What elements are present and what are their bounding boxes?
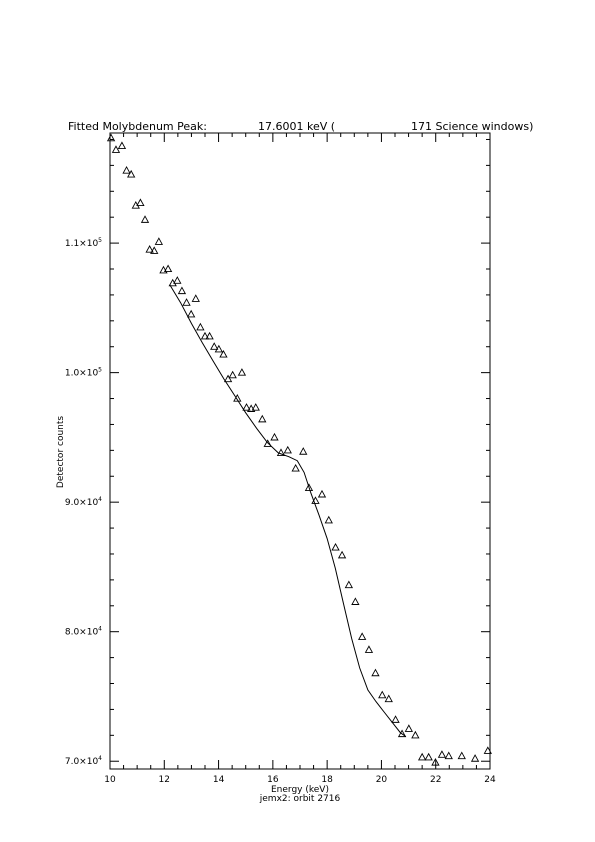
data-point-triangle — [271, 434, 278, 440]
data-point-triangle — [206, 333, 213, 339]
data-point-triangle — [183, 299, 190, 305]
data-point-triangle — [379, 692, 386, 698]
data-point-triangle — [366, 646, 373, 652]
data-point-triangle — [405, 725, 412, 731]
data-point-triangle — [472, 755, 479, 761]
fit-curve-group — [170, 285, 406, 737]
y-tick-label: $7.0\times 10^4$ — [64, 755, 102, 768]
fit-curve — [170, 285, 406, 737]
data-point-triangle — [300, 448, 307, 454]
data-point-triangle — [259, 416, 266, 422]
data-point-triangle — [165, 265, 172, 271]
data-point-triangle — [123, 167, 130, 173]
data-points-group — [108, 135, 492, 766]
data-point-triangle — [359, 633, 366, 639]
data-point-triangle — [372, 670, 379, 676]
data-point-triangle — [174, 277, 181, 283]
chart-title-energy: 17.6001 keV ( — [258, 120, 336, 133]
x-tick-label: 24 — [484, 775, 496, 785]
data-point-triangle — [113, 146, 120, 152]
plot-frame — [110, 133, 490, 769]
data-point-triangle — [412, 732, 419, 738]
data-point-triangle — [392, 716, 399, 722]
data-point-triangle — [211, 343, 218, 349]
y-tick-label: $1.1\times 10^5$ — [64, 237, 102, 250]
chart-subcaption: jemx2: orbit 2716 — [259, 794, 341, 804]
axis-ticks — [65, 133, 496, 785]
data-point-triangle — [352, 598, 359, 604]
data-point-triangle — [202, 333, 209, 339]
y-tick-label: $9.0\times 10^4$ — [64, 496, 102, 509]
chart-title-windows: 171 Science windows) — [411, 120, 534, 133]
data-point-triangle — [119, 142, 126, 148]
data-point-triangle — [284, 447, 291, 453]
y-tick-label: $8.0\times 10^4$ — [64, 625, 102, 638]
data-point-triangle — [192, 295, 199, 301]
x-tick-label: 14 — [212, 775, 225, 785]
data-point-triangle — [197, 324, 204, 330]
data-point-triangle — [239, 369, 246, 375]
x-tick-label: 12 — [158, 775, 171, 785]
data-point-triangle — [419, 754, 426, 760]
data-point-triangle — [229, 372, 236, 378]
x-tick-label: 20 — [375, 775, 388, 785]
data-point-triangle — [142, 216, 149, 222]
data-point-triangle — [319, 491, 326, 497]
data-point-triangle — [339, 552, 346, 558]
data-point-triangle — [155, 238, 162, 244]
data-point-triangle — [439, 751, 446, 757]
x-axis-label: Energy (keV) — [271, 785, 329, 795]
data-point-triangle — [292, 465, 299, 471]
chart-title-left: Fitted Molybdenum Peak: — [68, 120, 207, 133]
x-tick-label: 16 — [267, 775, 279, 785]
x-tick-label: 10 — [104, 775, 116, 785]
data-point-triangle — [425, 754, 432, 760]
data-point-triangle — [137, 199, 144, 205]
data-point-triangle — [179, 287, 186, 293]
y-tick-label: $1.0\times 10^5$ — [64, 366, 102, 379]
x-tick-label: 18 — [321, 775, 333, 785]
y-axis-label: Detector counts — [56, 415, 66, 489]
data-point-triangle — [278, 449, 285, 455]
data-point-triangle — [445, 752, 452, 758]
data-point-triangle — [345, 581, 352, 587]
data-point-triangle — [385, 695, 392, 701]
data-point-triangle — [252, 404, 259, 410]
x-tick-label: 22 — [429, 775, 442, 785]
data-point-triangle — [332, 544, 339, 550]
data-point-triangle — [188, 311, 195, 317]
data-point-triangle — [458, 752, 465, 758]
data-point-triangle — [325, 517, 332, 523]
